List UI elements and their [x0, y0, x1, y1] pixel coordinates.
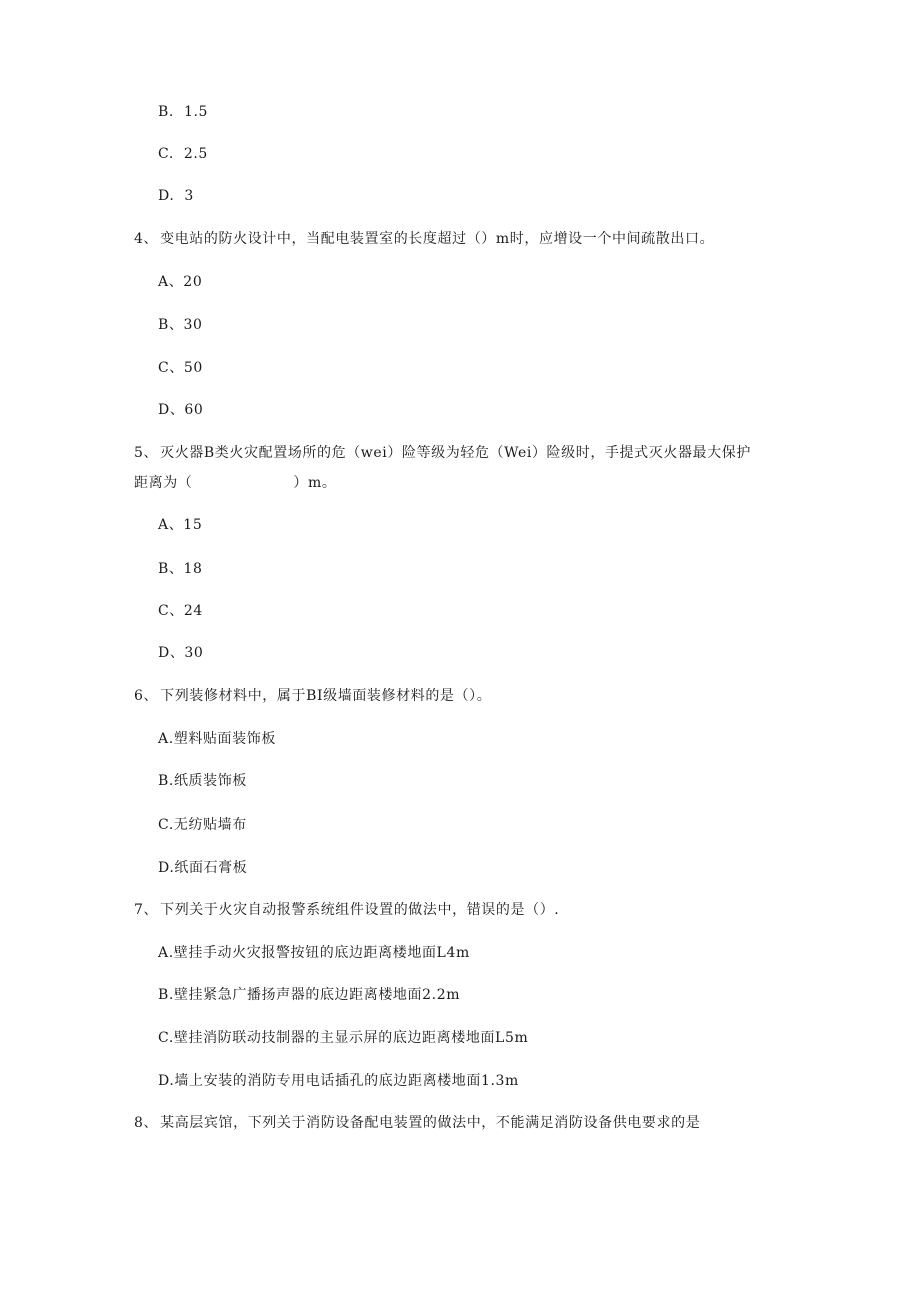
option-c-prev: [158, 145, 208, 163]
q5-option-a: A、15: [158, 517, 203, 533]
option-letter: C.: [158, 146, 174, 162]
q6-option-a: A.塑料贴面装饰板: [158, 731, 276, 747]
question-8: [134, 1114, 700, 1132]
question-number: 7、: [134, 902, 159, 918]
question-text: 变电站的防火设计中，当配电装置室的长度超过（）m时，应增设一个中间疏散出口。: [160, 231, 715, 247]
question-6: [134, 687, 491, 705]
q7-option-a: A.壁挂手动火灾报警按钮的底边距离楼地面L4m: [158, 945, 470, 961]
question-number: 5、: [134, 445, 159, 461]
option-letter: D.: [158, 188, 175, 204]
question-5: [134, 444, 751, 462]
q6-option-b: B.纸质装饰板: [158, 773, 247, 789]
option-b-prev: [158, 103, 208, 121]
q4-option-c: C、50: [158, 360, 203, 376]
option-d-prev: [158, 187, 194, 205]
q4-option-d: D、60: [158, 402, 204, 418]
question-number: 4、: [134, 231, 159, 247]
q5-option-b: B、18: [158, 561, 203, 577]
option-letter: B.: [158, 104, 174, 120]
question-5-line2: 距离为（ ）m。: [134, 475, 337, 491]
question-text: 下列关于火灾自动报警系统组件设置的做法中，错误的是（）.: [160, 902, 560, 918]
option-text: 2.5: [183, 146, 208, 162]
q4-option-a: A、20: [158, 274, 203, 290]
question-number: 8、: [134, 1115, 159, 1131]
q6-option-d: D.纸面石膏板: [158, 860, 248, 876]
q7-option-b: B.壁挂紧急广播扬声器的底边距离楼地面2.2m: [158, 987, 461, 1003]
q7-option-c: C.壁挂消防联动技制器的主显示屏的底边距离楼地面L5m: [158, 1030, 529, 1046]
q5-option-d: D、30: [158, 645, 204, 661]
question-4: [134, 230, 714, 248]
q5-option-c: C、24: [158, 603, 203, 619]
question-text: 下列装修材料中，属于BI级墙面装修材料的是（）。: [160, 688, 492, 704]
option-text: 1.5: [183, 104, 209, 120]
question-text: 某高层宾馆，下列关于消防设备配电装置的做法中，不能满足消防设备供电要求的是: [160, 1115, 701, 1131]
q6-option-c: C.无纺贴墙布: [158, 817, 247, 833]
question-number: 6、: [134, 688, 159, 704]
question-text-line1: 灭火器B类火灾配置场所的危（wei）险等级为轻危（Wei）险级时，手提式灭火器最大保护: [160, 445, 751, 461]
question-7: [134, 901, 559, 919]
q7-option-d: D.墙上安装的消防专用电话插孔的底边距离楼地面1.3m: [158, 1073, 519, 1089]
q4-option-b: B、30: [158, 317, 203, 333]
option-text: 3: [184, 188, 194, 204]
